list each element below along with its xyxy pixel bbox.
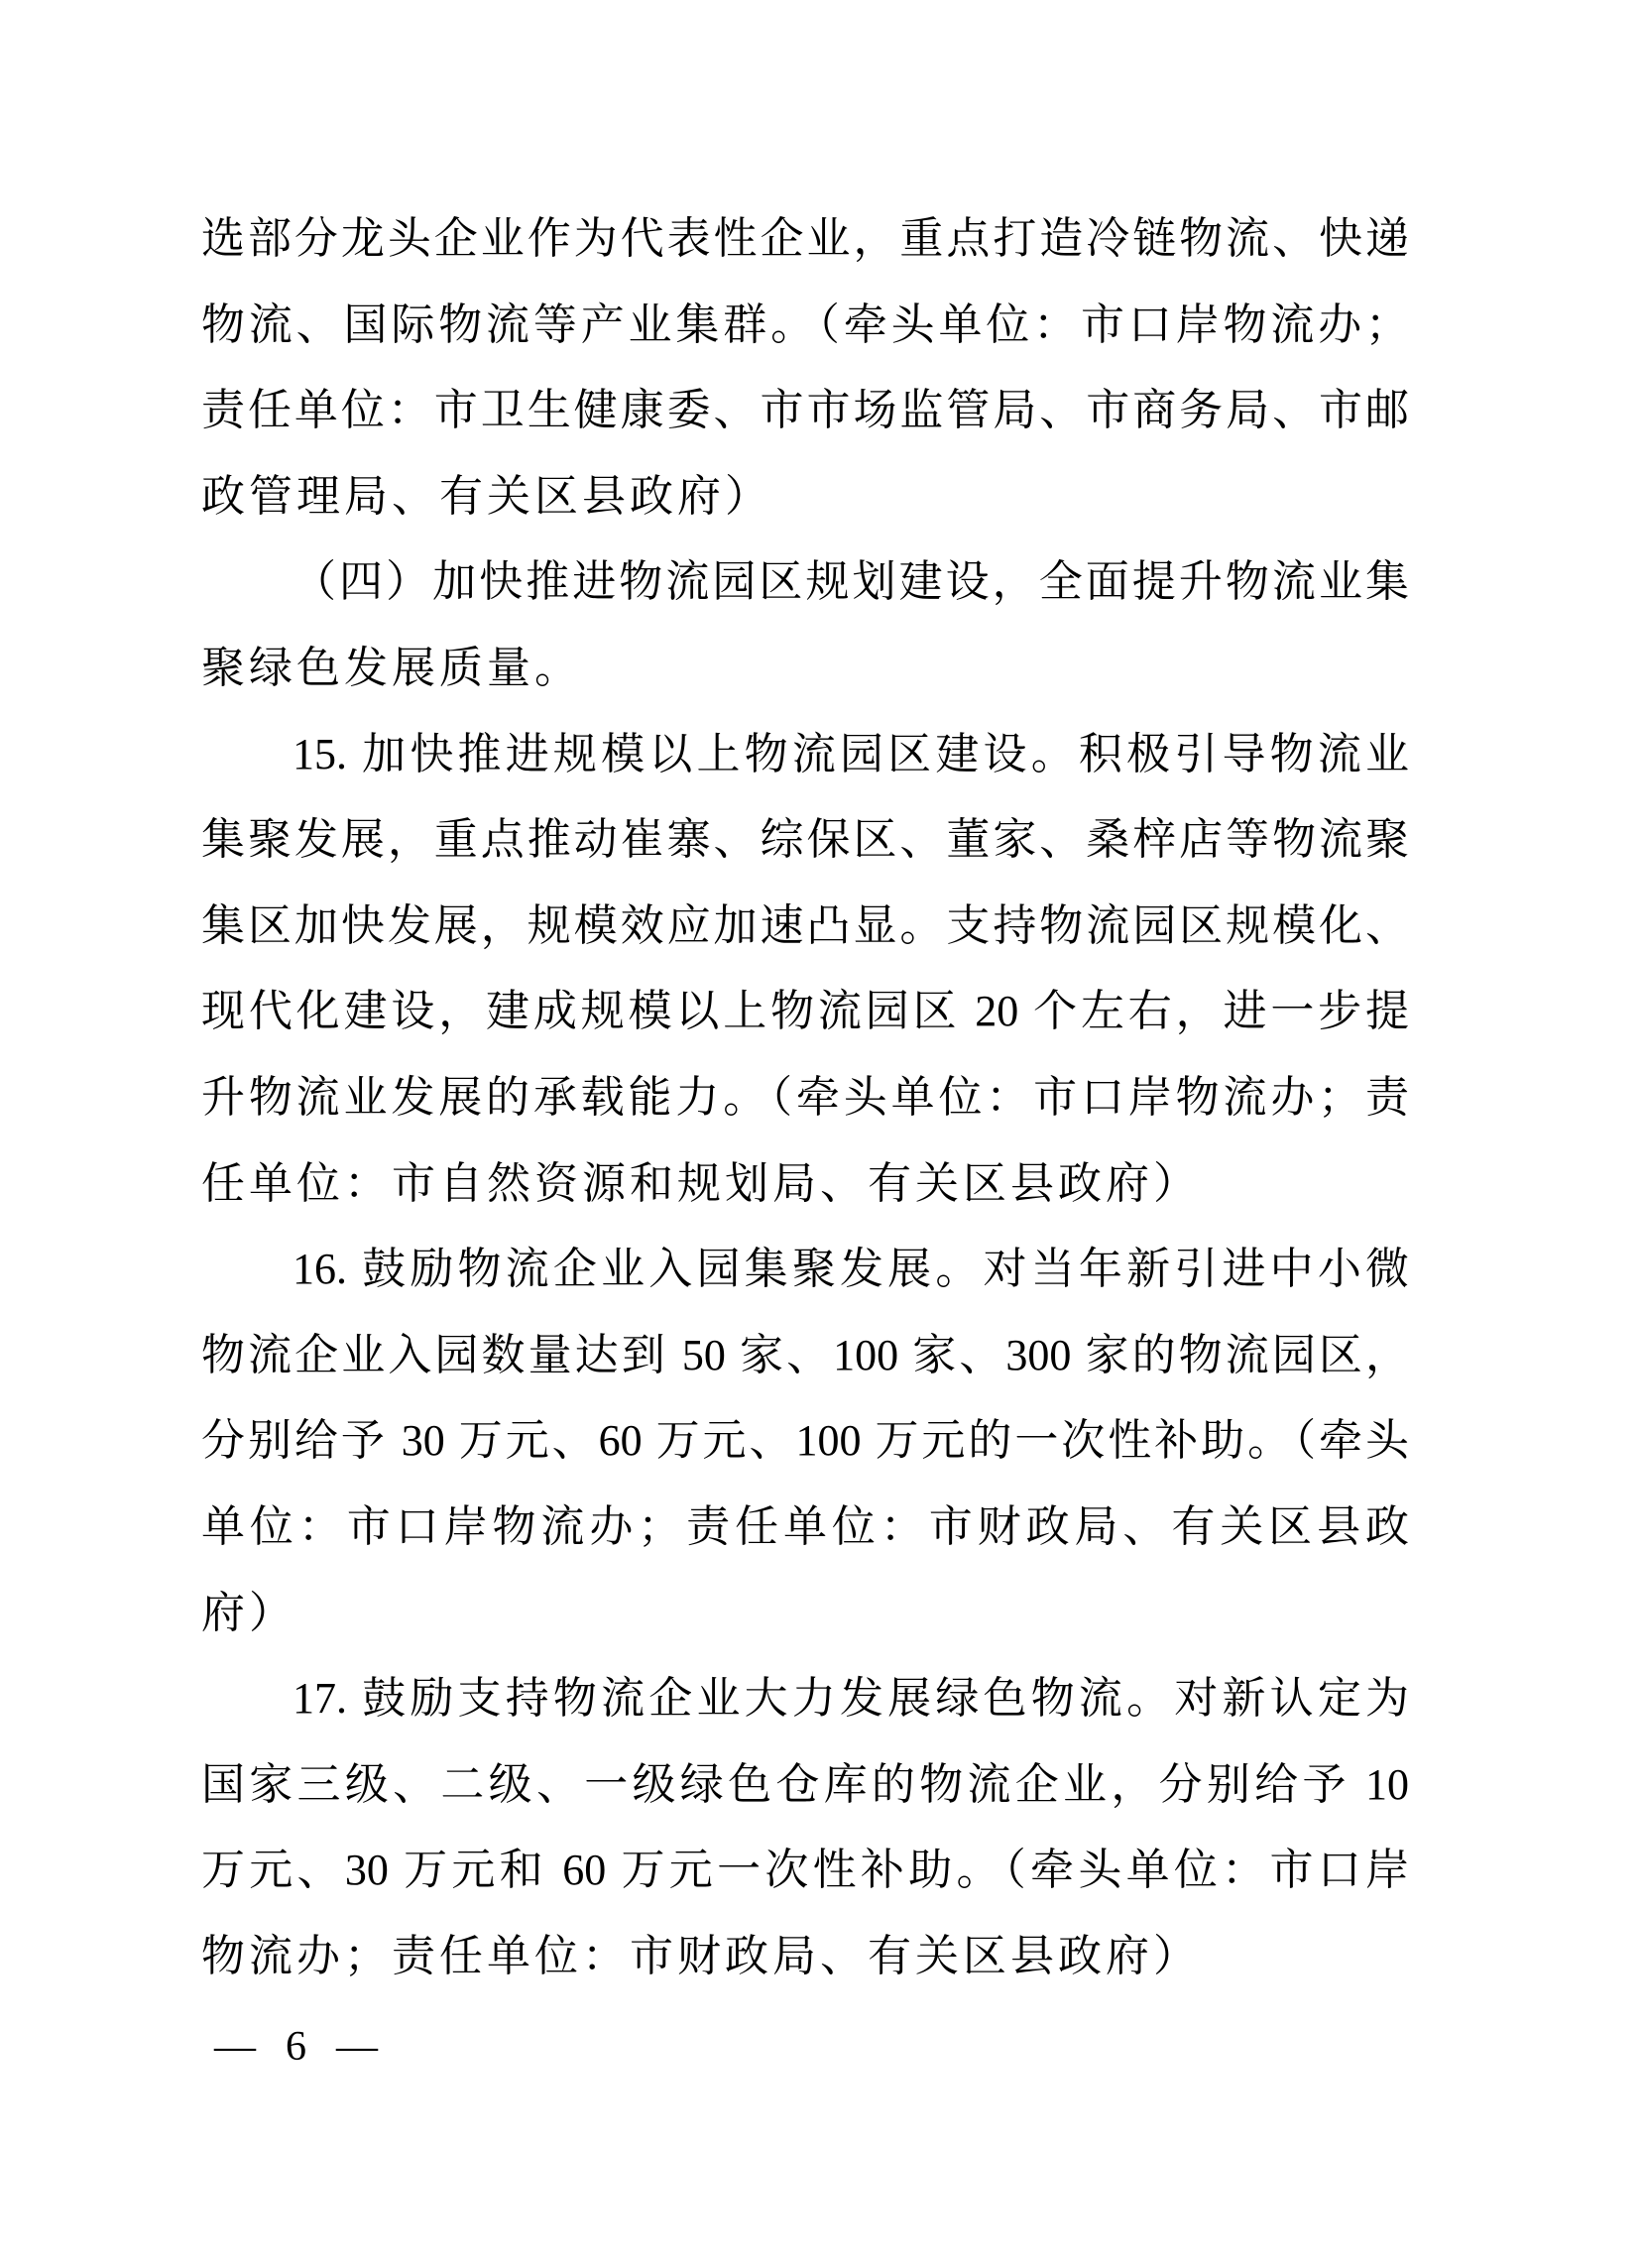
body-line: 物流、国际物流等产业集群。（牵头单位：市口岸物流办；: [201, 299, 1409, 349]
body-line: 升物流业发展的承载能力。（牵头单位：市口岸物流办；责: [201, 1072, 1409, 1122]
section-heading-line: 聚绿色发展质量。: [201, 643, 582, 692]
footer-dash-right: —: [336, 2024, 378, 2070]
body-line: 万元、30 万元和 60 万元一次性补助。（牵头单位：市口岸: [201, 1846, 1409, 1895]
body-line: 府）: [201, 1588, 296, 1637]
body-line: 17. 鼓励支持物流企业大力发展绿色物流。对新认定为: [293, 1674, 1409, 1724]
body-line: 分别给予 30 万元、60 万元、100 万元的一次性补助。（牵头: [201, 1416, 1409, 1466]
body-line: 现代化建设，建成规模以上物流园区 20 个左右，进一步提: [201, 987, 1409, 1036]
body-line: 16. 鼓励物流企业入园集聚发展。对当年新引进中小微: [293, 1245, 1409, 1294]
document-body: [201, 196, 1409, 1999]
body-line: 集聚发展，重点推动崔寨、综保区、董家、桑梓店等物流聚: [201, 815, 1409, 865]
body-line: 选部分龙头企业作为代表性企业，重点打造冷链物流、快递: [201, 214, 1409, 263]
body-line: 任单位：市自然资源和规划局、有关区县政府）: [201, 1158, 1201, 1208]
section-heading-line: （四）加快推进物流园区规划建设，全面提升物流业集: [293, 557, 1409, 607]
body-line: 责任单位：市卫生健康委、市市场监管局、市商务局、市邮: [201, 386, 1409, 435]
body-line: 物流企业入园数量达到 50 家、100 家、300 家的物流园区，: [201, 1330, 1409, 1379]
page-number: 6: [286, 2024, 306, 2070]
footer-dash-left: —: [214, 2024, 256, 2070]
body-line: 物流办；责任单位：市财政局、有关区县政府）: [201, 1931, 1201, 1980]
body-line: 集区加快发展，规模效应加速凸显。支持物流园区规模化、: [201, 900, 1409, 950]
body-line: 单位：市口岸物流办；责任单位：市财政局、有关区县政: [201, 1501, 1409, 1551]
body-line: 15. 加快推进规模以上物流园区建设。积极引导物流业: [293, 729, 1409, 778]
body-line: 国家三级、二级、一级绿色仓库的物流企业，分别给予 10: [201, 1759, 1409, 1809]
page-footer: [214, 2023, 378, 2071]
body-line: 政管理局、有关区县政府）: [201, 471, 772, 521]
